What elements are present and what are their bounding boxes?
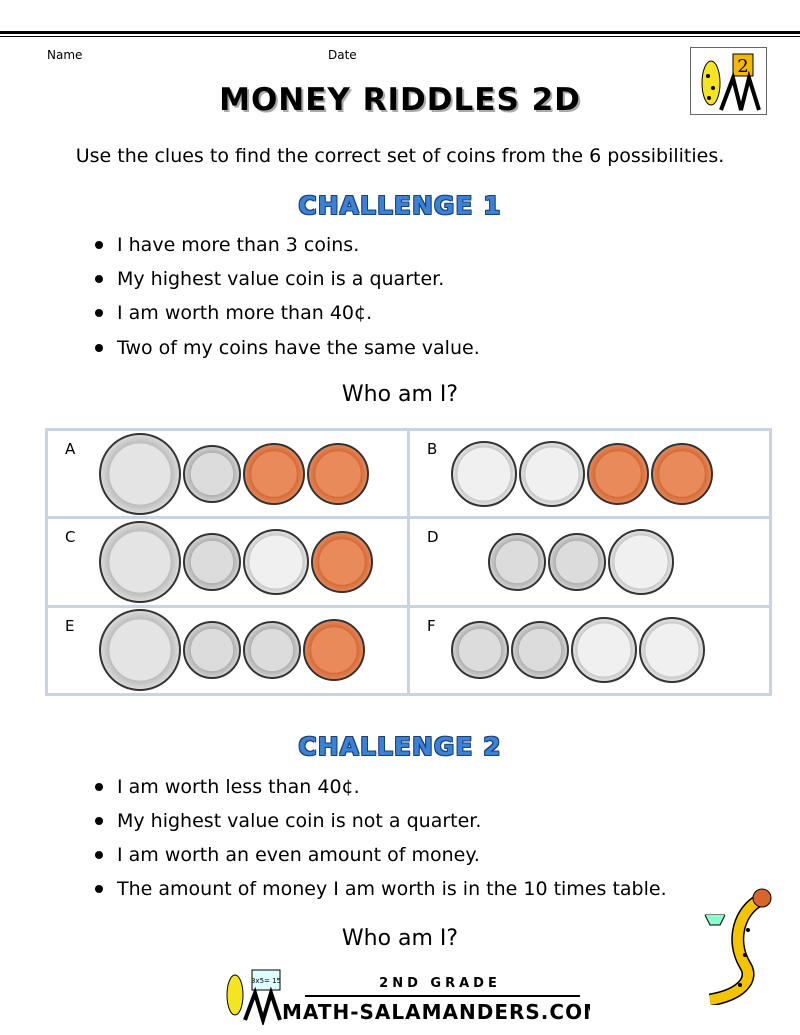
dime-coin-icon [183,445,241,503]
clue-text: I am worth less than 40¢. [117,776,360,798]
dime-coin-icon [548,533,606,591]
dime-coin-icon [243,621,301,679]
nickel-coin-icon [243,529,309,595]
clue-text: The amount of money I am worth is in the 10 times table. [117,878,667,900]
clue [95,268,444,290]
challenge-1-heading: CHALLENGE 1 [298,191,502,220]
nickel-coin-icon [451,441,517,507]
clue-text: I have more than 3 coins. [117,234,360,256]
bullet-icon [95,885,103,893]
option-c[interactable] [48,519,407,604]
dime-coin-icon [511,621,569,679]
nickel-coin-icon [571,617,637,683]
clue [95,337,480,359]
option-a[interactable] [48,431,407,516]
penny-coin-icon [307,443,369,505]
clue-text: I am worth an even amount of money. [117,844,480,866]
challenge-2-heading: CHALLENGE 2 [298,732,502,761]
name-label: Name [47,48,83,62]
bullet-icon [95,783,103,791]
penny-coin-icon [651,443,713,505]
clue [95,302,372,324]
quarter-coin-icon [99,609,181,691]
coin-options-grid [45,428,772,696]
nickel-coin-icon [519,441,585,507]
bullet-icon [95,851,103,859]
page-title: MONEY RIDDLES 2D [219,82,581,118]
clue-text: I am worth more than 40¢. [117,302,373,324]
top-rule [0,31,800,34]
quarter-coin-icon [99,433,181,515]
svg-text:MATH-SALAMANDERS.COM: MATH-SALAMANDERS.COM [282,1000,590,1024]
salamander-money-bag-icon [700,880,780,1005]
option-d[interactable] [410,519,769,604]
dime-coin-icon [183,621,241,679]
option-label: C [65,528,76,547]
penny-coin-icon [303,619,365,681]
clue-text: My highest value coin is not a quarter. [117,810,482,832]
option-label: D [427,528,439,547]
date-label: Date [328,48,357,62]
clue [95,878,667,900]
dime-coin-icon [488,533,546,591]
clue [95,844,480,866]
clue [95,234,359,256]
quarter-coin-icon [99,521,181,603]
bullet-icon [95,817,103,825]
clue-text: My highest value coin is a quarter. [117,268,445,290]
penny-coin-icon [311,531,373,593]
penny-coin-icon [587,443,649,505]
nickel-coin-icon [608,529,674,595]
math-salamanders-logo [220,965,590,1025]
instructions: Use the clues to find the correct set of coins from the 6 possibilities. [75,145,725,167]
option-label: B [427,440,438,458]
svg-text:3x5= 15: 3x5= 15 [250,977,282,985]
nickel-coin-icon [639,617,705,683]
clue [95,810,481,832]
who-am-i-2: Who am I? [341,926,459,951]
penny-coin-icon [243,443,305,505]
dime-coin-icon [183,533,241,591]
who-am-i-1: Who am I? [341,382,459,407]
option-label: A [65,440,76,458]
option-f[interactable] [410,608,769,693]
clue-text: Two of my coins have the same value. [117,337,480,359]
option-label: E [65,616,75,635]
bullet-icon [95,275,103,283]
clue [95,776,360,798]
svg-text:2: 2 [737,56,749,77]
option-b[interactable] [410,431,769,516]
bullet-icon [95,241,103,249]
option-label: F [427,616,436,635]
bullet-icon [95,309,103,317]
svg-text:2ND GRADE: 2ND GRADE [379,976,501,991]
top-rule-thin [0,36,800,37]
bullet-icon [95,344,103,352]
dime-coin-icon [451,621,509,679]
option-e[interactable] [48,608,407,693]
